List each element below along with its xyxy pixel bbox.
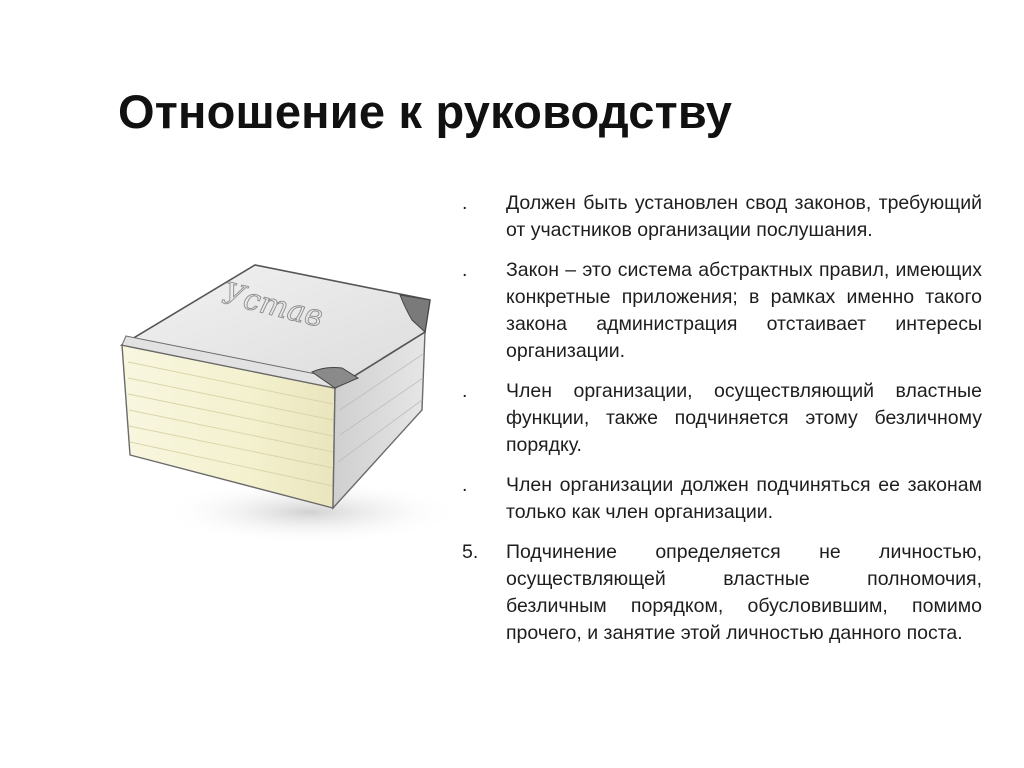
list-item — [462, 190, 982, 244]
list-marker: 5. — [462, 541, 479, 563]
list-marker: . — [462, 259, 468, 281]
list-item — [462, 539, 982, 647]
list-marker: . — [462, 380, 468, 402]
slide-title: Отношение к руководству — [118, 85, 733, 138]
list-item-text: Должен быть установлен свод законов, требующий от участников организации послушания. — [506, 192, 982, 241]
book-inscription: Устав — [218, 276, 327, 335]
list-marker: . — [462, 192, 468, 214]
rules-list — [462, 190, 982, 660]
book-illustration — [100, 250, 450, 560]
list-item — [462, 257, 982, 365]
list-marker: . — [462, 474, 468, 496]
list-item-text: Член организации должен подчиняться ее законам только как член организации. — [506, 474, 982, 523]
list-item-text: Член организации, осуществляющий властные функции, также подчиняется этому безличному порядку. — [506, 380, 982, 456]
list-item — [462, 472, 982, 526]
list-item-text: Закон – это система абстрактных правил, имеющих конкретные приложения; в рамках именно такого закона администрация отстаивает интересы организации. — [506, 259, 982, 362]
list-item — [462, 378, 982, 459]
list-item-text: Подчинение определяется не личностью, осуществляющей властные полномочия, безличным порядком, обусловившим, помимо прочего, и занятие этой личностью данного поста. — [506, 541, 982, 644]
